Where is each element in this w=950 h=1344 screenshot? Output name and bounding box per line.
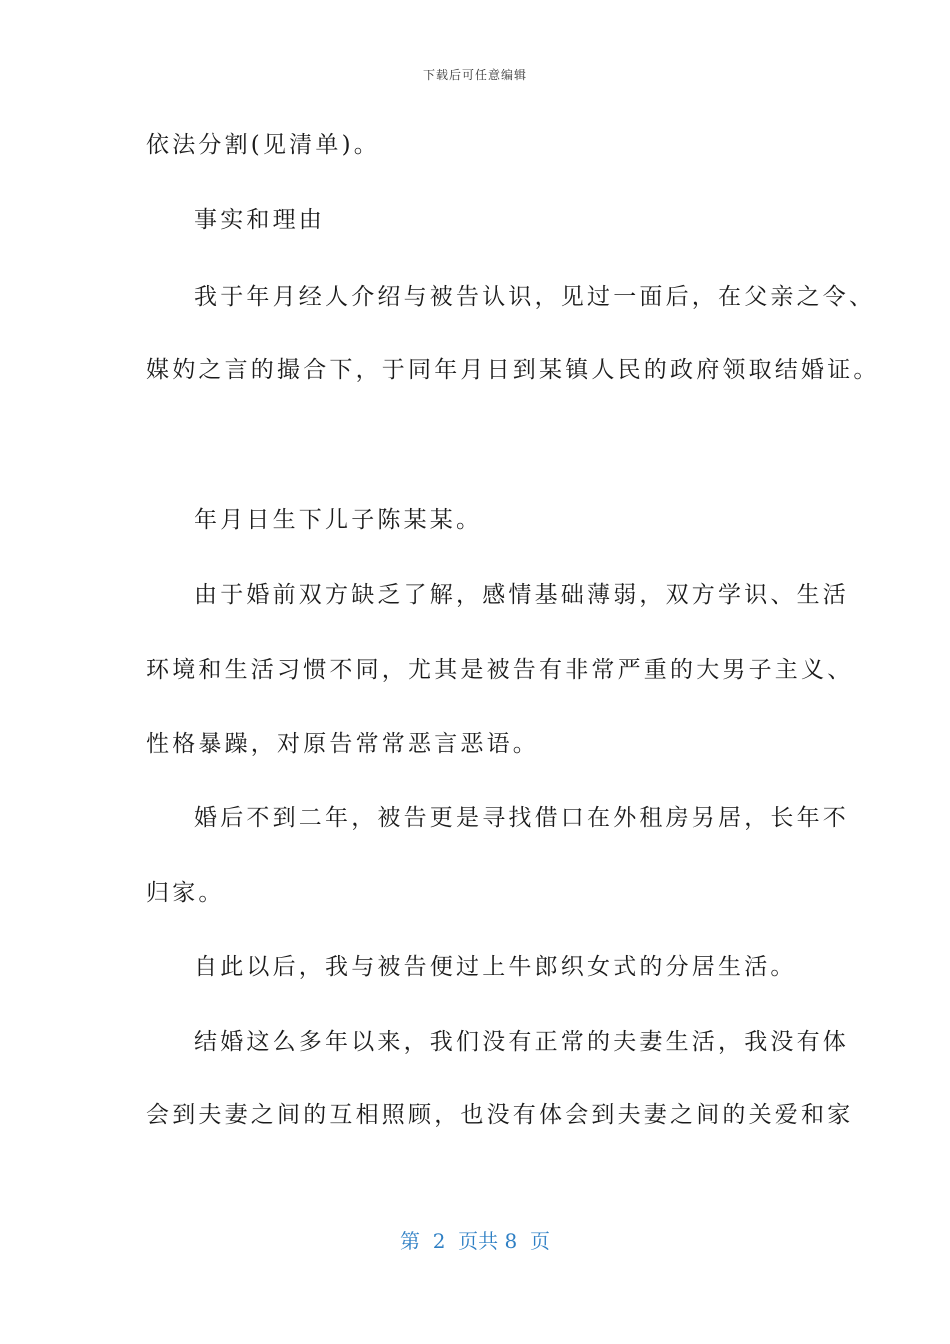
text-line-6: 由于婚前双方缺乏了解，感情基础薄弱，双方学识、生活 [194, 582, 849, 608]
text-line-8: 性格暴躁，对原告常常恶言恶语。 [146, 731, 539, 757]
page-number-footer: 第 2 页共 8 页 [400, 1229, 550, 1253]
text-line-1: 依法分割(见清单)。 [146, 132, 380, 158]
page-header: 下载后可任意编辑 [422, 68, 527, 82]
text-line-11: 自此以后，我与被告便过上牛郎织女式的分居生活。 [194, 954, 797, 980]
section-heading: 事实和理由 [194, 207, 325, 233]
text-line-5: 年月日生下儿子陈某某。 [194, 507, 483, 533]
text-line-4: 媒妁之言的撮合下，于同年月日到某镇人民的政府领取结婚证。 [146, 357, 880, 383]
text-line-7: 环境和生活习惯不同，尤其是被告有非常严重的大男子主义、 [146, 657, 854, 683]
text-line-9: 婚后不到二年，被告更是寻找借口在外租房另居，长年不 [194, 805, 849, 831]
text-line-12: 结婚这么多年以来，我们没有正常的夫妻生活，我没有体 [194, 1029, 849, 1055]
text-line-3: 我于年月经人介绍与被告认识，见过一面后，在父亲之令、 [194, 284, 876, 310]
text-line-13: 会到夫妻之间的互相照顾，也没有体会到夫妻之间的关爱和家 [146, 1102, 854, 1128]
text-line-10: 归家。 [146, 880, 225, 906]
